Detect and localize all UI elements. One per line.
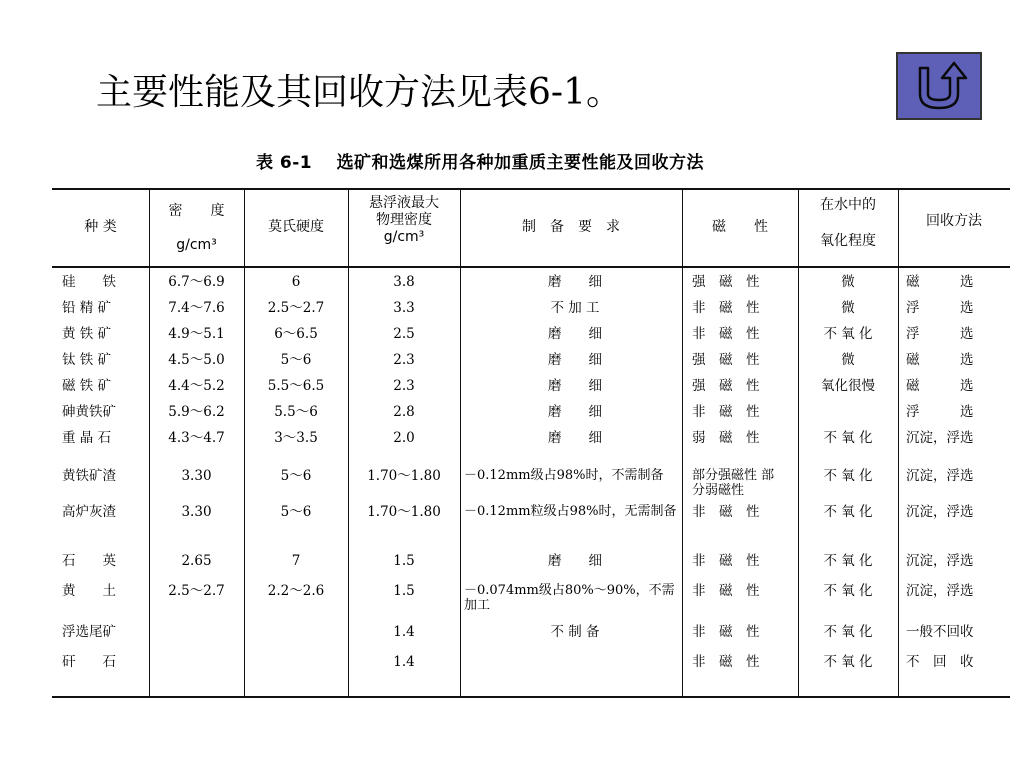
cell-name: 黄铁矿渣	[62, 468, 116, 484]
cell-density: 2.5～2.7	[168, 583, 225, 599]
cell-recovery: 浮 选	[906, 404, 974, 420]
header-prep: 制 备 要 求	[522, 219, 620, 235]
cell-hardness: 2.2～2.6	[267, 583, 325, 599]
cell-hardness: 7	[291, 553, 301, 569]
cell-recovery: 沉淀，浮选	[906, 504, 974, 520]
cell-recovery: 沉淀，浮选	[906, 430, 974, 446]
cell-hardness: 2.5～2.7	[267, 300, 325, 316]
cell-density: 4.5～5.0	[168, 352, 225, 368]
cell-recovery: 沉淀，浮选	[906, 583, 974, 599]
cell-mag: 非 磁 性	[692, 654, 760, 670]
cell-susp: 2.8	[393, 404, 415, 420]
cell-name: 砷黄铁矿	[62, 404, 116, 420]
slide-title: 主要性能及其回收方法见表6-1。	[96, 72, 622, 113]
cell-susp: 2.0	[393, 430, 415, 446]
table-header-rule	[52, 266, 1010, 268]
cell-density: 5.9～6.2	[168, 404, 225, 420]
cell-recovery: 磁 选	[906, 274, 974, 290]
cell-mag: 非 磁 性	[692, 553, 760, 569]
cell-prep: －0.12mm粒级占98%时，无需制备	[464, 504, 677, 519]
cell-hardness: 5.5～6.5	[267, 378, 325, 394]
cell-name: 钛 铁 矿	[62, 352, 112, 368]
cell-oxid: 不 氧 化	[823, 504, 873, 520]
header-hardness: 莫氏硬度	[268, 219, 324, 235]
cell-name: 重 晶 石	[62, 430, 112, 446]
cell-oxid: 不 氧 化	[823, 430, 873, 446]
cell-name: 高炉灰渣	[62, 504, 116, 520]
cell-name: 磁 铁 矿	[62, 378, 112, 394]
cell-mag: 强 磁 性	[692, 352, 760, 368]
cell-density: 2.65	[181, 553, 212, 569]
cell-density: 7.4～7.6	[168, 300, 225, 316]
cell-prep: －0.074mm级占80%～90%，不需加工	[464, 583, 675, 613]
header-type: 种 类	[84, 219, 117, 235]
cell-susp: 1.5	[393, 553, 415, 569]
cell-name: 矸 石	[62, 654, 116, 670]
header-density-label: 密 度	[168, 203, 225, 219]
table-column-rule	[682, 188, 683, 698]
cell-hardness: 6	[291, 274, 301, 290]
cell-hardness: 5～6	[280, 504, 312, 520]
cell-prep: 磨 细	[548, 378, 602, 394]
table-caption-id: 表 6-1	[256, 153, 313, 173]
cell-density: 4.4～5.2	[168, 378, 225, 394]
cell-susp: 1.70～1.80	[367, 504, 441, 520]
cell-oxid: 不 氧 化	[823, 326, 873, 342]
header-oxidation-line1: 在水中的	[820, 197, 876, 213]
cell-prep: 磨 细	[548, 274, 602, 290]
cell-mag: 强 磁 性	[692, 274, 760, 290]
cell-mag: 部分强磁性 部分弱磁性	[692, 468, 775, 498]
cell-prep: 不 制 备	[550, 624, 600, 640]
cell-prep: －0.12mm级占98%时，不需制备	[464, 468, 664, 483]
header-magnetism: 磁 性	[712, 219, 768, 235]
cell-mag: 非 磁 性	[692, 583, 760, 599]
cell-susp: 2.5	[393, 326, 415, 342]
cell-recovery: 浮 选	[906, 326, 974, 342]
cell-mag: 非 磁 性	[692, 624, 760, 640]
cell-density: 6.7～6.9	[168, 274, 225, 290]
cell-recovery: 浮 选	[906, 300, 974, 316]
cell-density: 3.30	[181, 504, 212, 520]
cell-oxid: 氧化很慢	[821, 378, 875, 394]
cell-name: 黄 土	[62, 583, 116, 599]
cell-mag: 强 磁 性	[692, 378, 760, 394]
cell-oxid: 不 氧 化	[823, 654, 873, 670]
cell-hardness: 5.5～6	[274, 404, 318, 420]
data-table	[52, 188, 1010, 698]
header-susp-line2: 物理密度	[376, 212, 432, 228]
cell-recovery: 沉淀，浮选	[906, 553, 974, 569]
cell-oxid: 不 氧 化	[823, 624, 873, 640]
table-column-rule	[898, 188, 899, 698]
table-top-rule	[52, 188, 1010, 190]
cell-recovery: 一般不回收	[906, 624, 974, 640]
cell-oxid: 不 氧 化	[823, 468, 873, 484]
cell-susp: 1.5	[393, 583, 415, 599]
cell-prep: 磨 细	[548, 404, 602, 420]
cell-name: 黄 铁 矿	[62, 326, 112, 342]
table-caption-title: 选矿和选煤所用各种加重质主要性能及回收方法	[336, 153, 705, 173]
cell-prep: 磨 细	[548, 326, 602, 342]
cell-name: 浮选尾矿	[62, 624, 116, 640]
cell-hardness: 5～6	[280, 468, 312, 484]
cell-oxid: 微	[841, 274, 855, 290]
cell-mag: 非 磁 性	[692, 404, 760, 420]
cell-prep: 磨 细	[548, 430, 602, 446]
back-button[interactable]	[896, 52, 982, 120]
cell-oxid: 不 氧 化	[823, 553, 873, 569]
cell-name: 硅 铁	[62, 274, 116, 290]
cell-density: 4.3～4.7	[168, 430, 225, 446]
cell-mag: 弱 磁 性	[692, 430, 760, 446]
header-recovery: 回收方法	[926, 213, 982, 229]
cell-mag: 非 磁 性	[692, 504, 760, 520]
cell-susp: 3.8	[393, 274, 415, 290]
cell-hardness: 5～6	[280, 352, 312, 368]
cell-susp: 3.3	[393, 300, 415, 316]
cell-recovery: 沉淀，浮选	[906, 468, 974, 484]
cell-susp: 1.4	[393, 624, 415, 640]
cell-recovery: 磁 选	[906, 352, 974, 368]
header-susp-unit: g/cm³	[383, 229, 425, 245]
cell-prep: 不 加 工	[550, 300, 600, 316]
cell-susp: 1.70～1.80	[367, 468, 441, 484]
header-susp-line1: 悬浮液最大	[369, 195, 439, 211]
cell-hardness: 3～3.5	[274, 430, 318, 446]
header-oxidation-line2: 氧化程度	[820, 233, 876, 249]
cell-recovery: 磁 选	[906, 378, 974, 394]
header-density-unit: g/cm³	[176, 237, 217, 253]
cell-susp: 2.3	[393, 352, 415, 368]
table-caption	[256, 148, 704, 173]
cell-oxid: 微	[841, 352, 855, 368]
cell-oxid: 不 氧 化	[823, 583, 873, 599]
cell-oxid: 微	[841, 300, 855, 316]
table-column-rule	[460, 188, 461, 698]
cell-mag: 非 磁 性	[692, 326, 760, 342]
table-bottom-rule	[52, 696, 1010, 698]
cell-density: 4.9～5.1	[168, 326, 225, 342]
cell-name: 石 英	[62, 553, 116, 569]
cell-density: 3.30	[181, 468, 212, 484]
cell-prep: 磨 细	[548, 352, 602, 368]
cell-susp: 1.4	[393, 654, 415, 670]
u-turn-arrow-icon	[898, 54, 980, 118]
cell-hardness: 6～6.5	[274, 326, 318, 342]
cell-mag: 非 磁 性	[692, 300, 760, 316]
cell-prep: 磨 细	[548, 553, 602, 569]
cell-susp: 2.3	[393, 378, 415, 394]
cell-recovery: 不 回 收	[906, 654, 974, 670]
cell-name: 铅 精 矿	[62, 300, 112, 316]
